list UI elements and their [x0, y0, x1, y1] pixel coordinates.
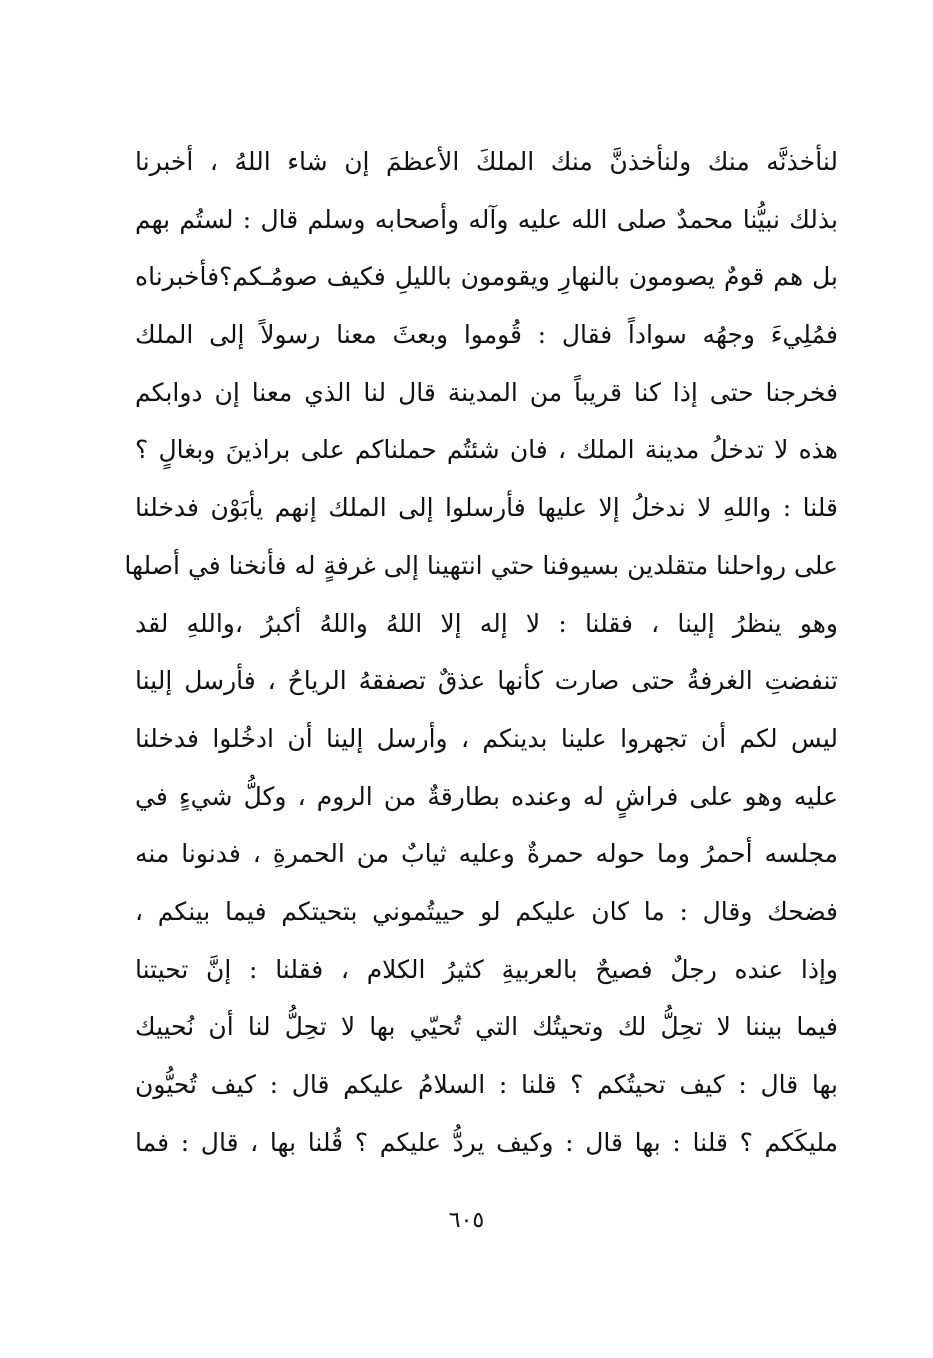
text-line: عليه وهو على فراشٍ له وعنده بطارقةٌ من الروم ، وكلُّ شيءٍ في [135, 781, 838, 811]
text-line: هذه لا تدخلُ مدينة الملك ، فان شئتُم حملناكم على براذينَ وبغالٍ ؟ [135, 435, 838, 465]
text-line: تنفضتِ الغرفةُ حتى صارت كأنها عذقٌ تصفقهُ الرياحُ ، فأرسل إلينا [135, 666, 838, 696]
body-text [124, 133, 838, 1171]
page-number: ٦٠٥ [448, 1208, 485, 1233]
text-line: وهو ينظرُ إلينا ، فقلنا : لا إله إلا اللهُ واللهُ أكبرُ ،واللهِ لقد [135, 608, 838, 638]
text-line: فيما بيننا لا تحِلُّ لك وتحيتُك التي تُحيّي بها لا تحِلُّ لنا أن نُحييك [135, 1012, 838, 1042]
text-line: قلنا : واللهِ لا ندخلُ إلا عليها فأرسلوا إلى الملك إنهم يأبَوْن فدخلنا [135, 493, 838, 523]
text-line: بذلك نبيُّنا محمدٌ صلى الله عليه وآله وأصحابه وسلم قال : لستُم بهم [135, 204, 838, 234]
text-line: فضحك وقال : ما كان عليكم لو حييتُموني بتحيتكم فيما بينكم ، [135, 896, 838, 926]
text-line: مليكَكم ؟ قلنا : بها قال : وكيف يردُّ عليكم ؟ قُلنا بها ، قال : فما [135, 1127, 838, 1157]
text-line: لنأخذنَّه منك ولنأخذنَّ منك الملكَ الأعظمَ إن شاء اللهُ ، أخبرنا [135, 147, 838, 176]
text-line: ليس لكم أن تجهروا علينا بدينكم ، وأرسل إلينا أن ادخُلوا فدخلنا [135, 723, 838, 753]
text-line: بها قال : كيف تحيتُكم ؟ قلنا : السلامُ عليكم قال : كيف تُحيُّون [135, 1070, 838, 1099]
text-line: فمُلِيءَ وجهُه سواداً فقال : قُوموا وبعثَ معنا رسولاً إلى الملك [135, 320, 838, 350]
text-line: مجلسه أحمرُ وما حوله حمرةٌ وعليه ثيابٌ من الحمرةِ ، فدنونا منه [135, 839, 838, 869]
text-line: بل هم قومٌ يصومون بالنهارِ ويقومون بالليلِ فكيف صومُـكم؟فأخبرناه [135, 262, 838, 292]
text-line: وإذا عنده رجلٌ فصيحٌ بالعربيةِ كثيرُ الكلام ، فقلنا : إنَّ تحيتنا [135, 954, 838, 984]
text-line: فخرجنا حتى إذا كنا قريباً من المدينة قال لنا الذي معنا إن دوابكم [135, 377, 838, 407]
text-line: على رواحلنا متقلدين بسيوفنا حتي انتهينا إلى غرفةٍ له فأنخنا في أصلها [124, 550, 838, 580]
